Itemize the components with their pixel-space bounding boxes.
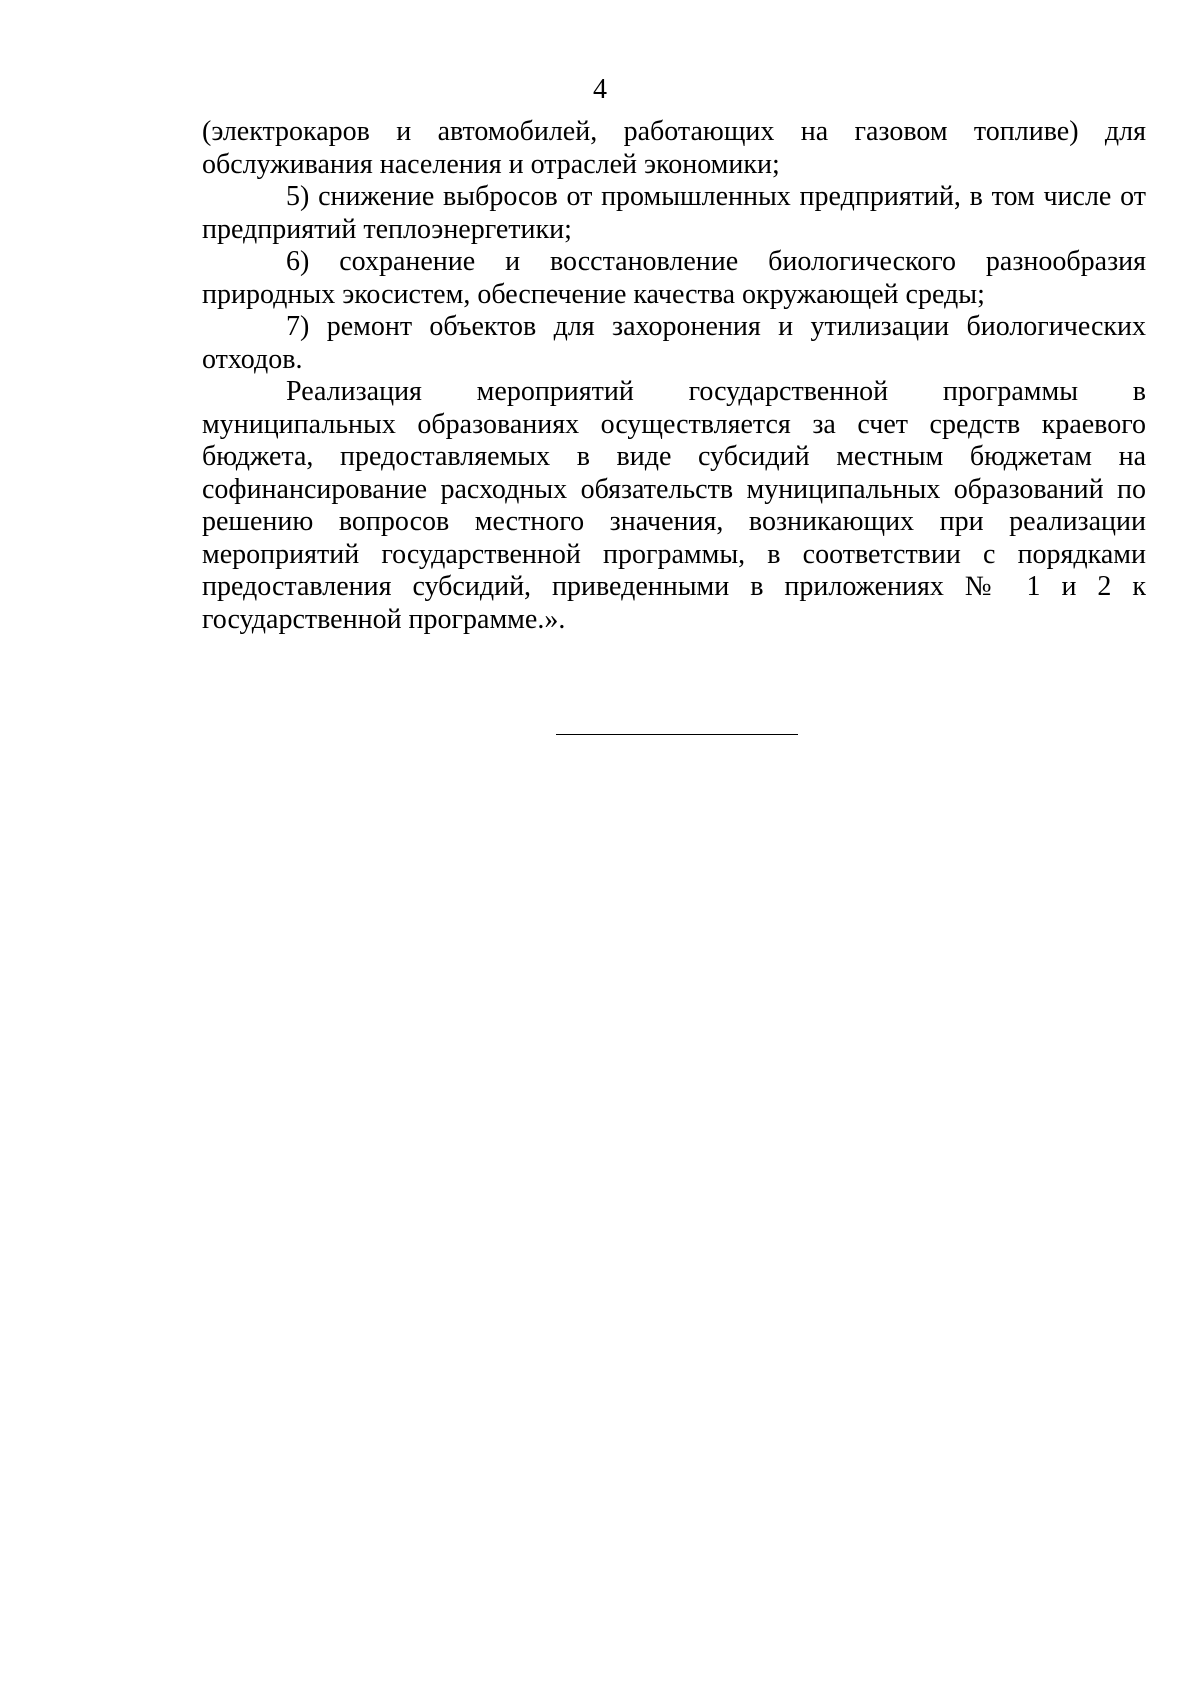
body-text [202, 116, 1146, 636]
list-item-6: 6) сохранение и восстановление биологического разнообразия природных экосистем, обеспечение качества окружающей среды; [202, 246, 1146, 310]
page-number: 4 [593, 74, 607, 105]
closing-rule [556, 734, 798, 735]
list-item-7: 7) ремонт объектов для захоронения и утилизации биологических отходов. [202, 311, 1146, 375]
paragraph-implementation: Реализация мероприятий государственной программы в муниципальных образованиях осуществляется за счет средств краевого бюджета, предоставляемых в виде субсидий местным бюджетам на софинансирование расходных обязательств муниципальных образований по решению вопросов местного значения, возникающих при реализации мероприятий государственной программы, в соответствии с порядками предоставления субсидий, приведенными в приложениях № 1 и 2 к государственной программе.». [202, 376, 1146, 635]
list-item-5: 5) снижение выбросов от промышленных предприятий, в том числе от предприятий теплоэнергетики; [202, 181, 1146, 245]
paragraph-continuation: (электрокаров и автомобилей, работающих на газовом топливе) для обслуживания населения и отраслей экономики; [202, 116, 1146, 180]
